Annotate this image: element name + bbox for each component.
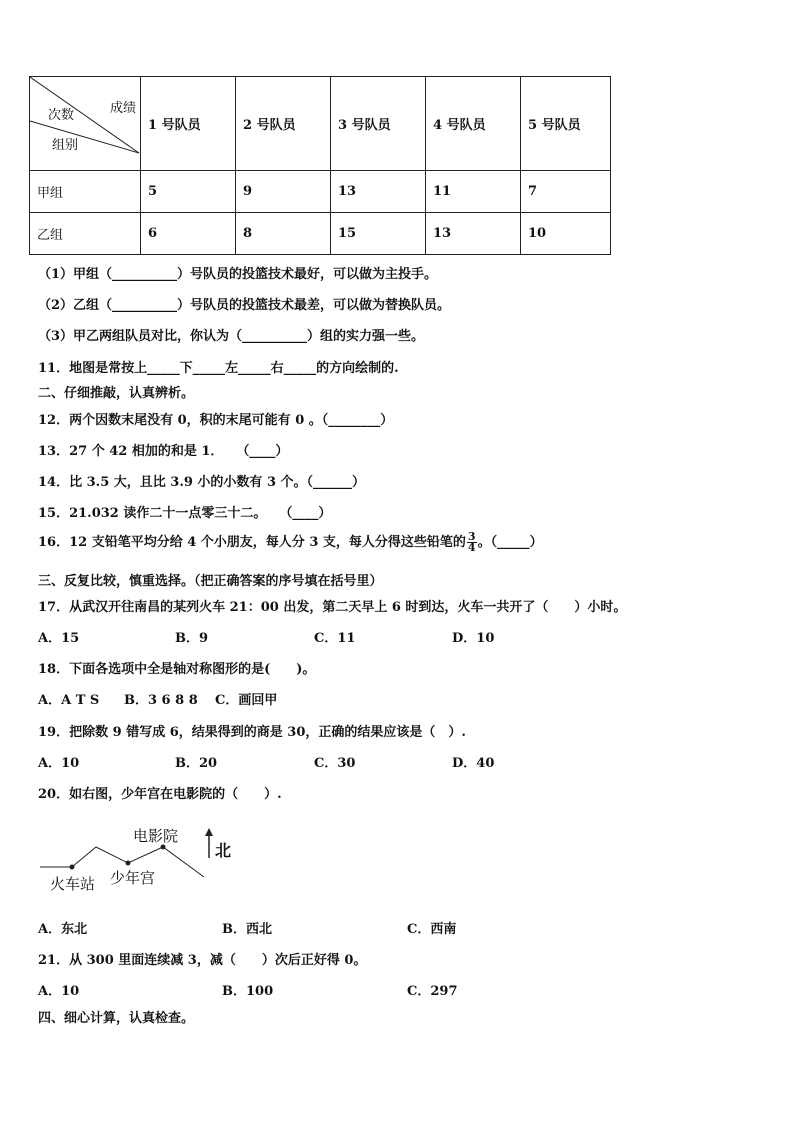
table-cell: 6 [141, 213, 236, 255]
question-18: 18．下面各选项中全是轴对称图形的是( )。 [38, 662, 316, 677]
north-arrow-icon [205, 828, 213, 836]
q17-option-d: D．10 [452, 631, 495, 646]
station-dot [70, 865, 75, 870]
table-cell: 11 [426, 171, 521, 213]
corner-top-label: 成绩 [110, 101, 137, 116]
table-row [30, 171, 611, 213]
column-header: 3 号队员 [331, 77, 426, 171]
q20-option-a: A．东北 [38, 922, 88, 937]
question-19: 19．把除数 9 错写成 6，结果得到的商是 30，正确的结果应该是（ ）. [38, 725, 466, 740]
map-label-north: 北 [215, 841, 232, 860]
q21-option-c: C．297 [407, 984, 458, 999]
q19-option-a: A．10 [38, 756, 80, 771]
q21-option-a: A．10 [38, 984, 80, 999]
question-20: 20．如右图，少年宫在电影院的（ ）. [38, 787, 282, 802]
question-15: 15．21.032 读作二十一点零三十二。 （____） [38, 506, 332, 521]
map-label-station: 火车站 [50, 875, 96, 893]
q19-option-d: D．40 [452, 756, 495, 771]
section-4-heading: 四、细心计算，认真检查。 [38, 1011, 195, 1026]
question-14: 14．比 3.5 大，且比 3.9 小的小数有 3 个。（______） [38, 475, 366, 490]
column-header: 4 号队员 [426, 77, 521, 171]
table-cell: 13 [426, 213, 521, 255]
corner-mid-label: 次数 [48, 108, 75, 123]
row-label: 甲组 [30, 171, 141, 213]
q17-option-b: B．9 [175, 631, 209, 646]
table-cell: 8 [236, 213, 331, 255]
question-13: 13．27 个 42 相加的和是 1． （____） [38, 444, 289, 459]
map-label-cinema: 电影院 [133, 827, 179, 845]
section-3-heading: 三、反复比较，慎重选择。（把正确答案的序号填在括号里） [38, 574, 383, 589]
table-cell: 15 [331, 213, 426, 255]
question-21: 21．从 300 里面连续减 3，减（ ）次后正好得 0。 [38, 953, 367, 968]
corner-bottom-label: 组别 [52, 138, 79, 153]
q20-option-c: C．西南 [407, 922, 457, 937]
q17-option-c: C．11 [314, 631, 356, 646]
q17-option-a: A．15 [38, 631, 80, 646]
fraction-numerator: 3 [467, 530, 476, 543]
fraction [467, 532, 477, 553]
q10-sub1: （1）甲组（__________）号队员的投篮技术最好，可以做为主投手。 [38, 267, 438, 282]
fraction-denominator: 4 [467, 541, 476, 554]
table-header-row [30, 77, 611, 171]
diagonal-header-cell [30, 77, 141, 171]
q18-option-a: A．A T S [38, 693, 100, 708]
q16-text: 16．12 支铅笔平均分给 4 个小朋友，每人分 3 支，每人分得这些铅笔的 [38, 535, 466, 550]
q16-tail: 。（_____） [477, 535, 543, 550]
table-cell: 13 [331, 171, 426, 213]
q10-sub3: （3）甲乙两组队员对比，你认为（__________）组的实力强一些。 [38, 329, 425, 344]
palace-dot [126, 861, 131, 866]
row-label: 乙组 [30, 213, 141, 255]
column-header: 1 号队员 [141, 77, 236, 171]
table-cell: 10 [521, 213, 611, 255]
diagonal-lines [30, 77, 146, 170]
q18-option-b: B．3 6 8 8 [124, 693, 198, 708]
q19-option-b: B．20 [175, 756, 218, 771]
table-row [30, 213, 611, 255]
section-2-heading: 二、仔细推敲，认真辨析。 [38, 386, 195, 401]
q19-option-c: C．30 [314, 756, 356, 771]
score-table [29, 76, 611, 255]
q10-sub2: （2）乙组（__________）号队员的投篮技术最差，可以做为替换队员。 [38, 298, 451, 313]
q20-option-b: B．西北 [222, 922, 272, 937]
table-cell: 5 [141, 171, 236, 213]
table-cell: 7 [521, 171, 611, 213]
question-12: 12．两个因数末尾没有 0，积的末尾可能有 0 。（________） [38, 413, 394, 428]
question-11: 11．地图是常按上_____下_____左_____右_____的方向绘制的. [38, 361, 399, 376]
q21-option-b: B．100 [222, 984, 274, 999]
table-cell: 9 [236, 171, 331, 213]
column-header: 2 号队员 [236, 77, 331, 171]
q18-option-c: C．画回甲 [215, 693, 278, 708]
map-label-palace: 少年宫 [110, 869, 156, 887]
question-16 [38, 531, 543, 553]
question-17: 17．从武汉开往南昌的某列火车 21：00 出发，第二天早上 6 时到达，火车一共开了（ ）小时。 [38, 600, 627, 615]
column-header: 5 号队员 [521, 77, 611, 171]
